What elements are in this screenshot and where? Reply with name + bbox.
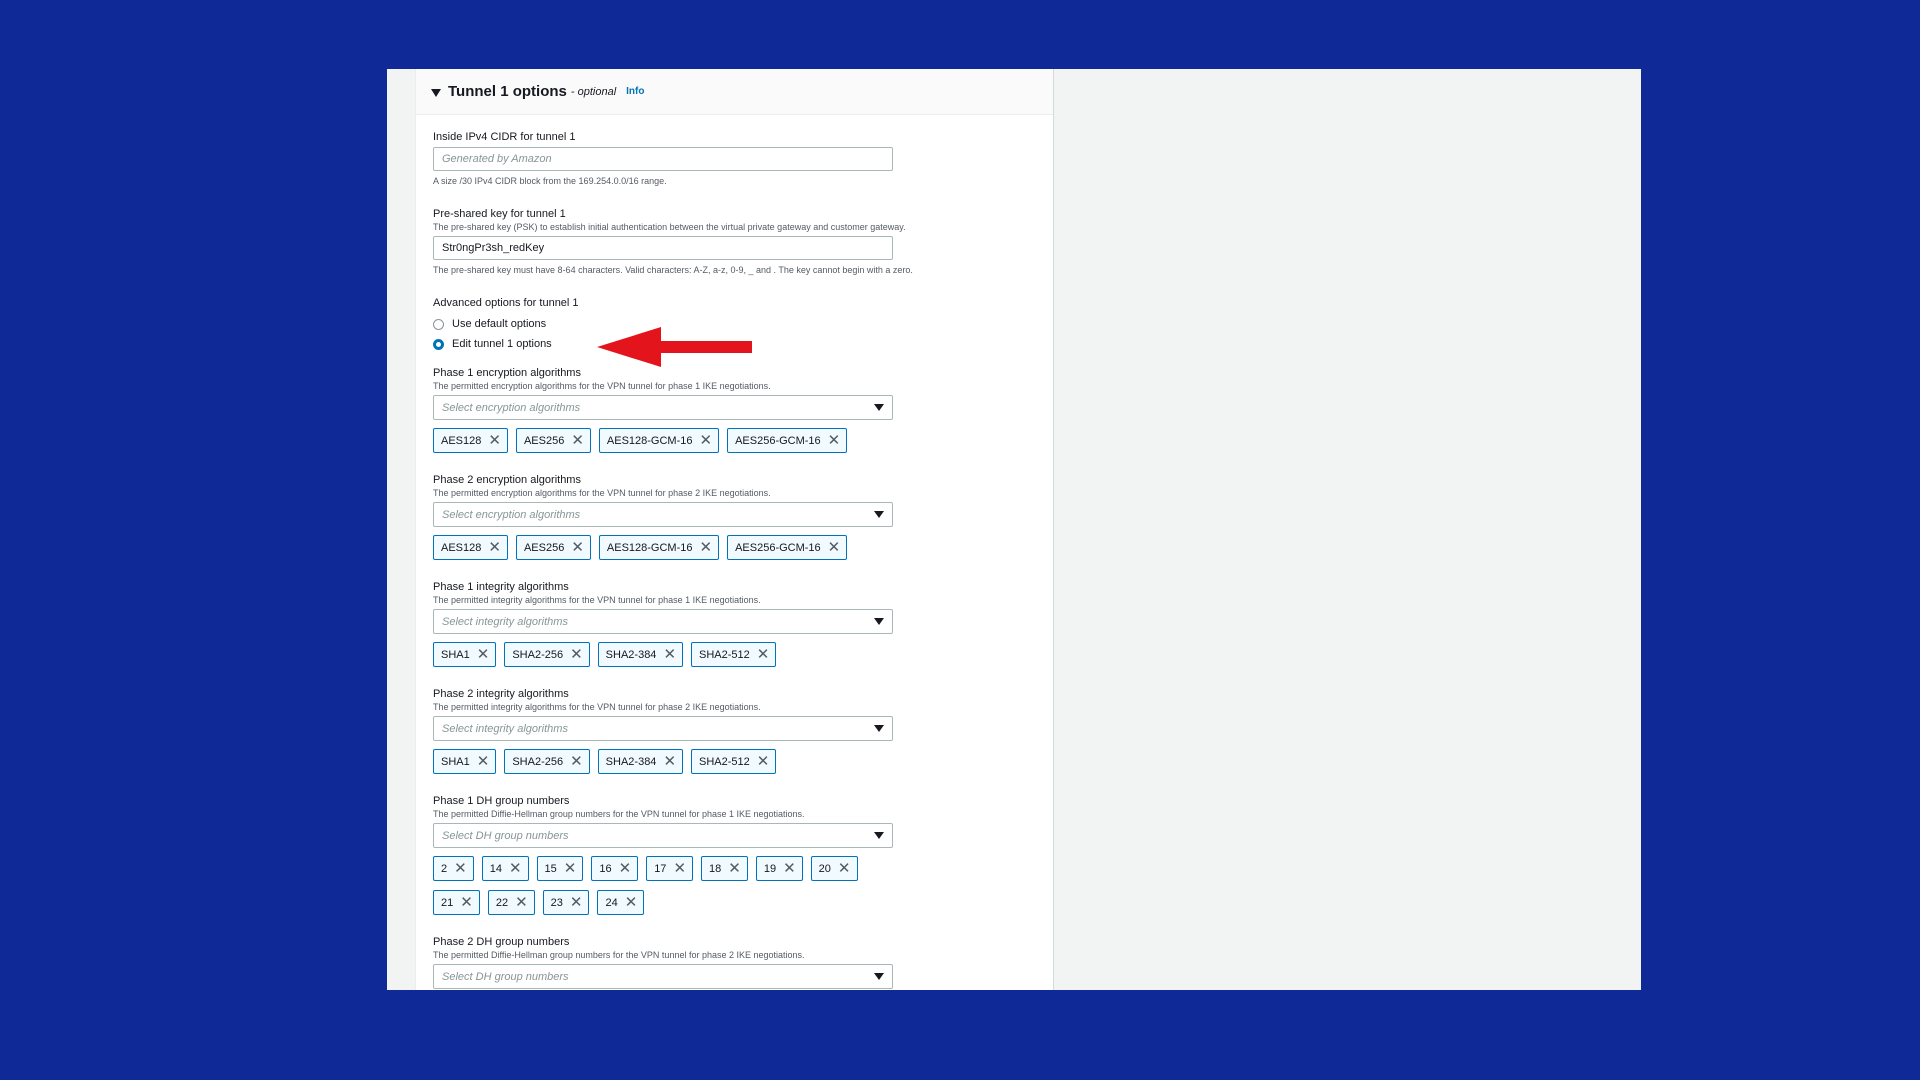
token-label: SHA2-384 [605, 648, 657, 661]
field-description: The permitted encryption algorithms for the VPN tunnel for phase 1 IKE negotiations. [433, 381, 771, 391]
token-label: 2 [441, 862, 448, 875]
token [433, 428, 508, 453]
token-label: 19 [763, 862, 777, 875]
select-placeholder: Select encryption algorithms [442, 401, 581, 414]
close-icon[interactable]: ✕ [827, 539, 841, 556]
field-description: The permitted integrity algorithms for the VPN tunnel for phase 1 IKE negotiations. [433, 595, 761, 605]
token [701, 856, 748, 881]
token [756, 856, 803, 881]
close-icon[interactable]: ✕ [756, 753, 770, 770]
token-label: 24 [605, 896, 618, 909]
close-icon[interactable]: ✕ [476, 753, 490, 770]
close-icon[interactable]: ✕ [569, 894, 583, 911]
close-icon[interactable]: ✕ [783, 860, 796, 877]
token-group [433, 749, 893, 774]
panel-content [416, 115, 1053, 989]
token-label: SHA2-384 [605, 755, 657, 768]
field-hint: The pre-shared key must have 8-64 characters. Valid characters: A-Z, a-z, 0-9, _ and . The key cannot begin with a zero. [433, 265, 913, 275]
token-label: SHA2-256 [512, 648, 564, 661]
close-icon[interactable]: ✕ [515, 894, 528, 911]
phase1-integrity-select[interactable] [433, 609, 893, 634]
chevron-down-icon[interactable] [874, 511, 884, 518]
token-group [433, 856, 893, 915]
token [646, 856, 693, 881]
phase2-integrity-field [433, 687, 1053, 774]
phase1-dh-select[interactable] [433, 823, 893, 848]
inside-cidr-input[interactable]: Generated by Amazon [433, 147, 893, 171]
close-icon[interactable]: ✕ [618, 860, 632, 877]
token-group [433, 535, 893, 560]
panel-title: Tunnel 1 options [448, 83, 567, 100]
token-label: 17 [654, 862, 667, 875]
close-icon[interactable]: ✕ [488, 539, 501, 556]
select-placeholder: Select DH group numbers [442, 829, 569, 842]
panel-header[interactable] [416, 69, 1053, 115]
token [599, 428, 719, 453]
token [504, 642, 589, 667]
phase1-integrity-field [433, 580, 1053, 667]
token-label: AES256-GCM-16 [735, 434, 821, 447]
field-description: The permitted Diffie-Hellman group numbers for the VPN tunnel for phase 2 IKE negotiations. [433, 950, 805, 960]
token-label: SHA1 [441, 648, 470, 661]
field-description: The permitted integrity algorithms for the VPN tunnel for phase 2 IKE negotiations. [433, 702, 761, 712]
phase2-encryption-select[interactable] [433, 502, 893, 527]
token-label: 15 [544, 862, 557, 875]
token [727, 428, 847, 453]
close-icon[interactable]: ✕ [699, 539, 713, 556]
token [537, 856, 584, 881]
select-placeholder: Select encryption algorithms [442, 508, 581, 521]
field-label: Phase 1 DH group numbers [433, 795, 570, 807]
phase1-dh-field [433, 794, 1053, 915]
token [433, 535, 508, 560]
token [691, 642, 776, 667]
close-icon[interactable]: ✕ [756, 646, 770, 663]
token [433, 749, 496, 774]
token [598, 749, 683, 774]
token-group [433, 642, 893, 667]
token-label: AES256-GCM-16 [735, 541, 821, 554]
psk-field [433, 207, 1053, 276]
select-placeholder: Select integrity algorithms [442, 722, 568, 735]
token [433, 890, 480, 915]
token-label: AES128-GCM-16 [606, 434, 693, 447]
field-label: Phase 2 DH group numbers [433, 936, 570, 948]
field-description: The pre-shared key (PSK) to establish initial authentication between the virtual private gateway and customer gateway. [433, 222, 906, 232]
select-placeholder: Select integrity algorithms [442, 615, 568, 628]
token-label: SHA1 [441, 755, 470, 768]
token [598, 642, 683, 667]
radio-label: Use default options [452, 318, 547, 330]
radio-button-checked[interactable] [433, 339, 444, 350]
token-label: 21 [441, 896, 454, 909]
field-label: Phase 2 integrity algorithms [433, 688, 569, 700]
phase2-integrity-select[interactable] [433, 716, 893, 741]
field-label: Pre-shared key for tunnel 1 [433, 208, 566, 220]
token-label: 14 [489, 862, 502, 875]
field-label: Inside IPv4 CIDR for tunnel 1 [433, 131, 576, 143]
token-label: 22 [495, 896, 509, 909]
token [811, 856, 858, 881]
close-icon[interactable]: ✕ [699, 432, 713, 449]
token [516, 428, 591, 453]
field-description: The permitted encryption algorithms for the VPN tunnel for phase 2 IKE negotiations. [433, 488, 771, 498]
token [599, 535, 719, 560]
token-label: SHA2-256 [512, 755, 564, 768]
token [543, 890, 590, 915]
close-icon[interactable]: ✕ [837, 860, 851, 877]
token-label: AES128-GCM-16 [606, 541, 693, 554]
tunnel-options-panel [415, 69, 1054, 990]
close-icon[interactable]: ✕ [570, 646, 583, 663]
info-link[interactable]: Info [626, 86, 645, 97]
token-label: AES128 [441, 541, 482, 554]
annotation-arrow-icon [597, 327, 752, 367]
radio-label: Edit tunnel 1 options [452, 338, 552, 350]
token-label: 23 [550, 896, 563, 909]
token [727, 535, 847, 560]
close-icon[interactable]: ✕ [624, 894, 638, 911]
close-icon[interactable]: ✕ [827, 432, 841, 449]
field-description: The permitted Diffie-Hellman group numbers for the VPN tunnel for phase 1 IKE negotiations. [433, 809, 805, 819]
phase2-encryption-field [433, 473, 1053, 560]
close-icon[interactable]: ✕ [460, 894, 473, 911]
close-icon[interactable]: ✕ [663, 753, 677, 770]
token-label: 20 [818, 862, 831, 875]
psk-input[interactable]: Str0ngPr3sh_redKey [433, 236, 893, 260]
token-label: AES128 [441, 434, 482, 447]
field-hint: A size /30 IPv4 CIDR block from the 169.254.0.0/16 range. [433, 176, 667, 186]
token [482, 856, 529, 881]
token-label: 18 [709, 862, 722, 875]
close-icon[interactable]: ✕ [673, 860, 687, 877]
close-icon[interactable]: ✕ [570, 753, 583, 770]
select-placeholder: Select DH group numbers [442, 970, 569, 983]
inside-cidr-field [433, 130, 1053, 187]
token-label: SHA2-512 [699, 755, 750, 768]
field-label: Phase 1 integrity algorithms [433, 581, 569, 593]
close-icon[interactable]: ✕ [454, 860, 467, 877]
phase2-dh-select[interactable] [433, 964, 893, 989]
chevron-down-icon[interactable] [874, 725, 884, 732]
close-icon[interactable]: ✕ [508, 860, 522, 877]
token [597, 890, 644, 915]
close-icon[interactable]: ✕ [728, 860, 741, 877]
close-icon[interactable]: ✕ [571, 432, 584, 449]
screen [387, 69, 1641, 990]
phase1-encryption-select[interactable] [433, 395, 893, 420]
radio-button[interactable] [433, 319, 444, 330]
token-label: 16 [599, 862, 612, 875]
field-label: Advanced options for tunnel 1 [433, 297, 579, 309]
close-icon[interactable]: ✕ [663, 646, 677, 663]
optional-label: - optional [570, 85, 617, 98]
token [691, 749, 776, 774]
phase1-encryption-field [433, 366, 1053, 453]
token [591, 856, 638, 881]
caret-down-icon[interactable] [431, 89, 441, 97]
token [488, 890, 535, 915]
close-icon[interactable]: ✕ [571, 539, 584, 556]
close-icon[interactable]: ✕ [476, 646, 490, 663]
phase2-dh-field [433, 935, 1053, 989]
token [433, 642, 496, 667]
chevron-down-icon[interactable] [874, 832, 884, 839]
field-label: Phase 1 encryption algorithms [433, 367, 581, 379]
token-label: AES256 [523, 434, 565, 447]
close-icon[interactable]: ✕ [563, 860, 577, 877]
arrow-shape [597, 327, 752, 367]
token [516, 535, 591, 560]
token-label: SHA2-512 [699, 648, 750, 661]
token-group [433, 428, 893, 453]
chevron-down-icon[interactable] [874, 973, 884, 980]
token [433, 856, 474, 881]
chevron-down-icon[interactable] [874, 618, 884, 625]
close-icon[interactable]: ✕ [488, 432, 501, 449]
token-label: AES256 [523, 541, 565, 554]
chevron-down-icon[interactable] [874, 404, 884, 411]
field-label: Phase 2 encryption algorithms [433, 474, 581, 486]
token [504, 749, 589, 774]
